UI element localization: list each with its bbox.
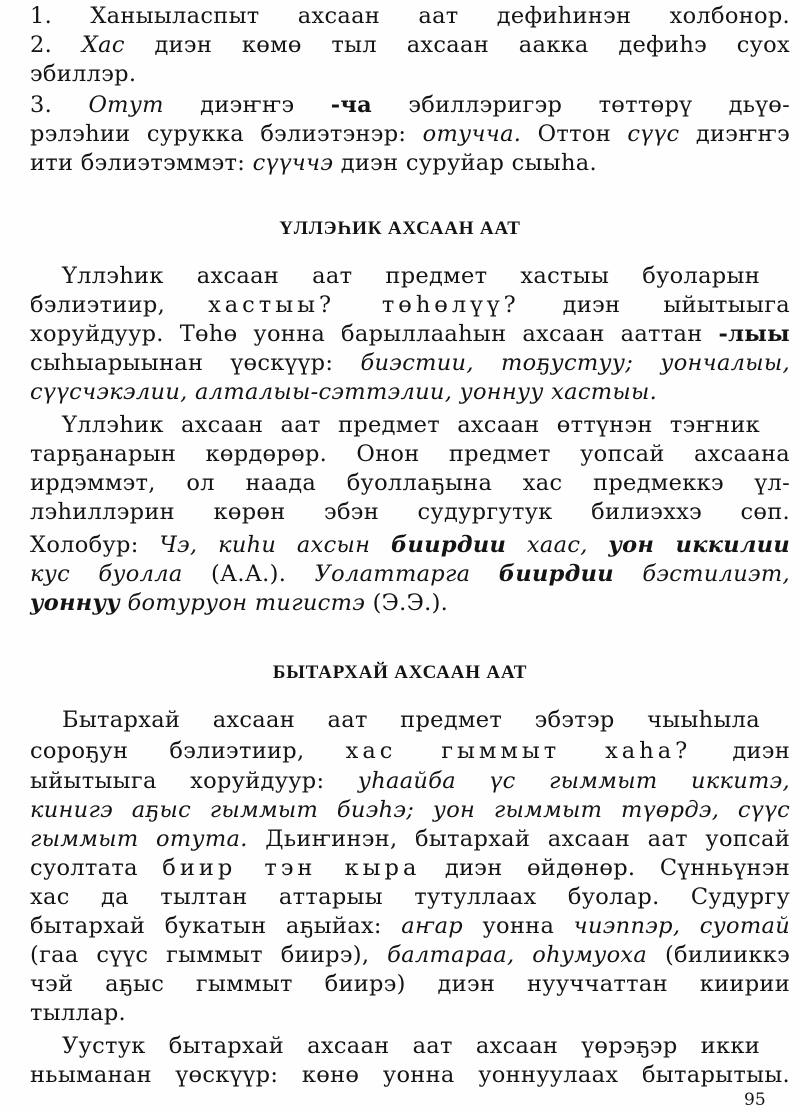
paragraph-line: лэhиллэрин көрөн эбэн судургутук билиэххэ сөп. [30,499,790,525]
paragraph-line: хас да тылтан аттарыы тутуллаах буолар. Судургу [30,884,790,910]
paragraph-line: Уустук бытархай ахсаан аат ахсаан үөрэҕэр икки [62,1033,760,1059]
list-item-2: 2. Хас диэн көмө тыл ахсаан аакка дефиhэ суох [30,32,791,58]
paragraph-line: суолтата биир тэн кыра диэн өйдөнөр. Сүнньүнэн [30,855,791,881]
paragraph-line: тыллар. [30,1000,127,1026]
paragraph-line: Үллэhик ахсаан аат предмет ахсаан өттүнэн тэҥник [62,412,760,438]
section-heading-distributive: ҮЛЛЭҺИК АХСААН ААТ [279,218,521,239]
paragraph-line: чэй аҕыс гыммыт биирэ) диэн нууччаттан киирии [30,971,790,997]
paragraph-line: кус буолла (А.А.). Уолаттарга биирдии бэстилиэт, [30,561,791,587]
page-number: 95 [744,1090,766,1110]
paragraph-line: сороҕун бэлиэтиир, хас гыммыт хаhа? диэн [30,738,791,764]
paragraph-line: бэлиэтиир, хастыы? төhөлүү? диэн ыйытыыга [30,292,791,318]
list-item-3: 3. Отут диэҥҥэ -ча эбиллэригэр төттөрү дьүө- [30,92,791,118]
list-item-2-cont: эбиллэр. [30,61,137,87]
paragraph-line: Холобур: Чэ, киhи ахсын биирдии хаас, уон иккилии [30,532,791,558]
paragraph-line: Үллэhик ахсаан аат предмет хастыы буоларын [62,263,760,289]
paragraph-line: ньыманан үөскүүр: көнө уонна уоннуулаах бытарытыы. [30,1062,790,1088]
list-item-3-cont: ити бэлиэтэммэт: сүүччэ диэн суруйар сыыhа. [30,150,597,176]
list-item-1: 1. Ханыыласпыт ахсаан аат дефиhинэн холбонор. [30,3,790,29]
paragraph-line: кинигэ аҕыс гыммыт биэhэ; уон гыммыт түөрдэ, сүүс [30,797,790,823]
paragraph-line: сүүсчэкэлии, алталыы-сэттэлии, уоннуу хастыы. [30,379,658,405]
paragraph-line: ыйытыыга хоруйдуур: уhаайба үс гыммыт иккитэ, [30,768,790,794]
paragraph-line: ирдэммэт, ол наада буоллаҕына хас предмеккэ үл- [30,470,790,496]
paragraph-line: тарҕанарын көрдөрөр. Онон предмет уопсай ахсаана [30,441,790,467]
list-item-3-cont: рэлэhии сурукка бэлиэтэнэр: отучча. Оттон сүүс диэҥҥэ [30,121,791,147]
paragraph-line: хоруйдуур. Төhө уонна барыллааhын ахсаан ааттан -лыы [30,321,790,347]
paragraph-line: сыhыарыынан үөскүүр: биэстии, тоҕустуу; уончалыы, [30,350,790,376]
paragraph-line: Бытархай ахсаан аат предмет эбэтэр чыыhыла [62,707,760,733]
paragraph-line: бытархай букатын аҕыйах: аҥар уонна чиэппэр, суотай [30,913,791,939]
paragraph-line: уоннуу ботуруон тигистэ (Э.Э.). [30,590,449,616]
section-heading-fractional: БЫТАРХАЙ АХСААН ААТ [272,662,528,683]
paragraph-line: (гаа сүүс гыммыт биирэ), балтараа, оhумуоха (билииккэ [30,942,791,968]
paragraph-line: гыммыт отута. Дьиҥинэн, бытархай ахсаан аат уопсай [30,826,790,852]
